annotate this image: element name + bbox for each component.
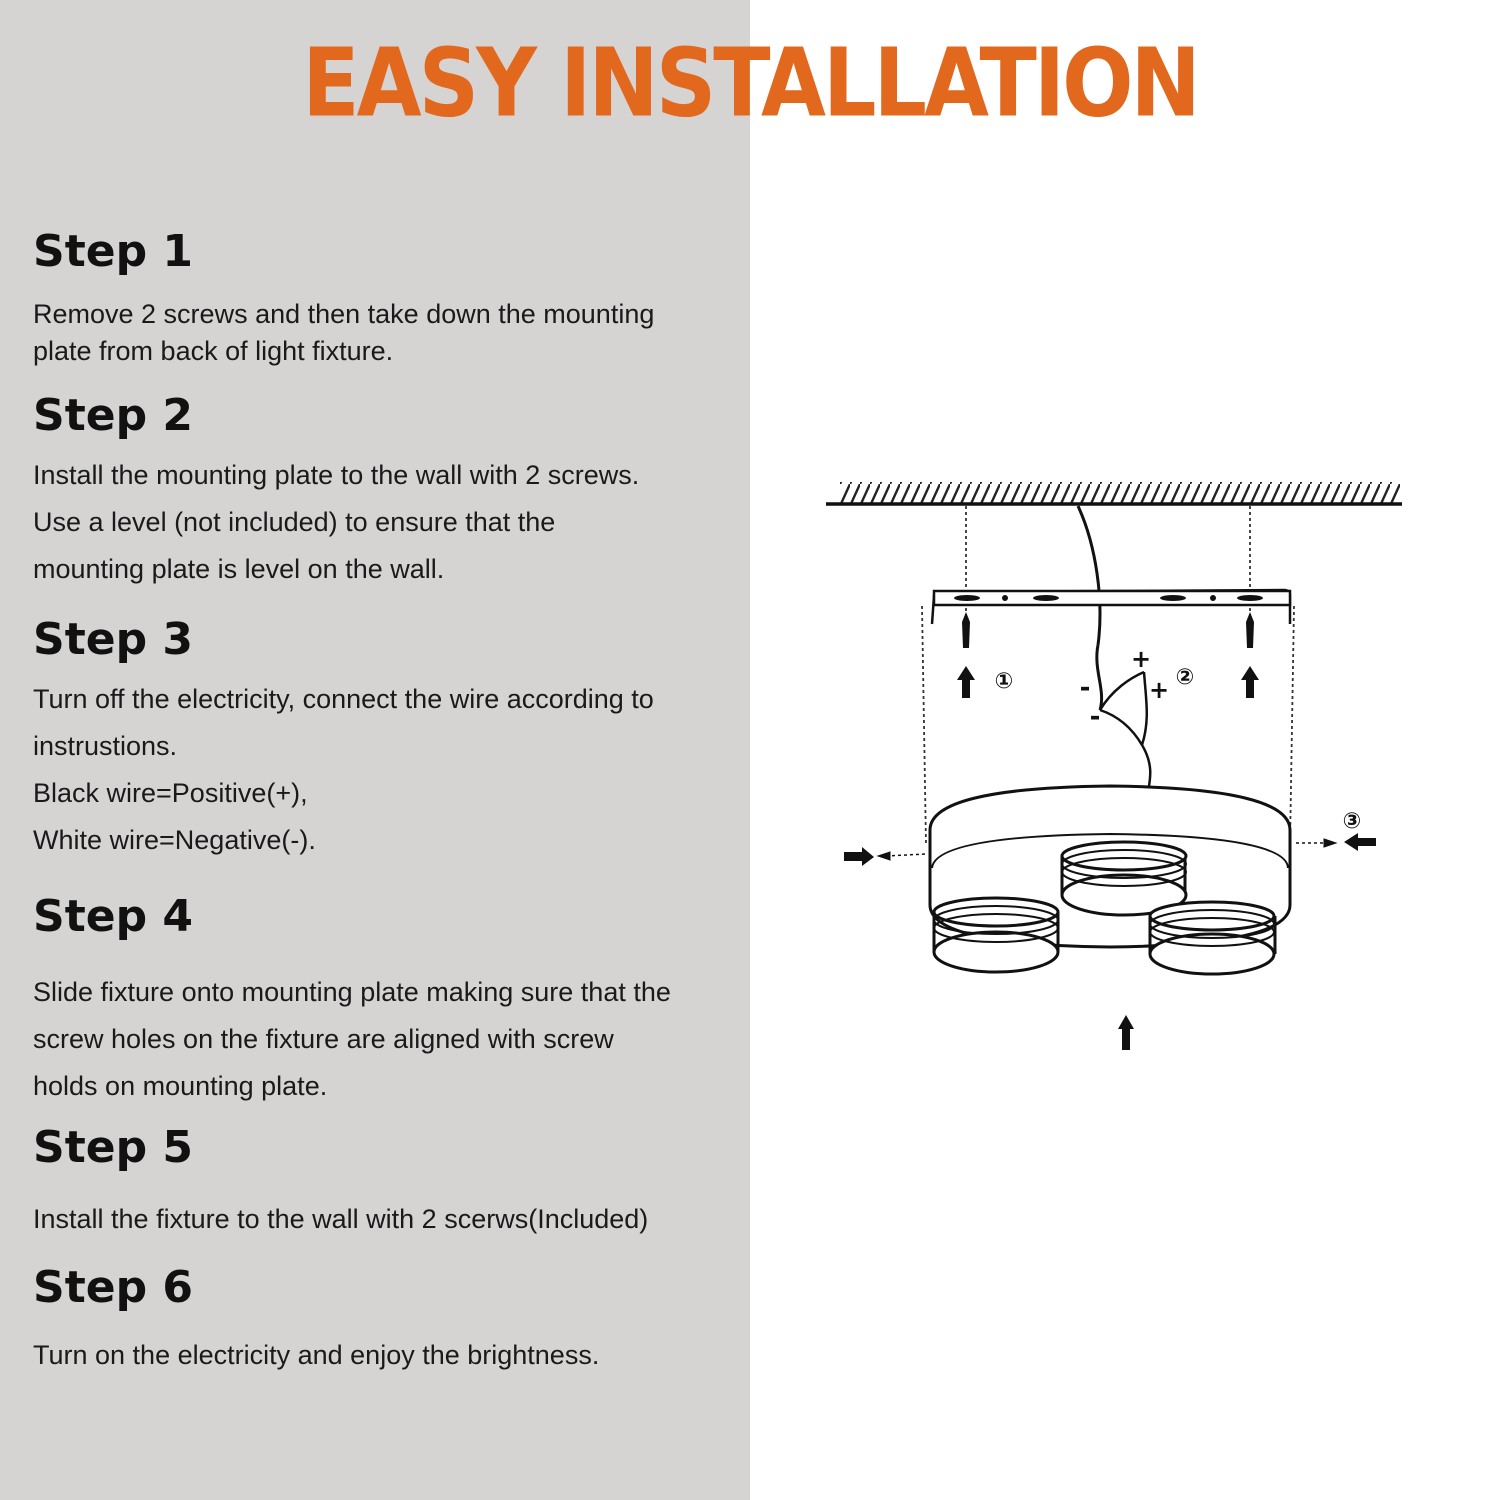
page-title: EASY INSTALLATION [302, 28, 1198, 138]
step-2 [33, 390, 748, 593]
step-3-heading: Step 3 [33, 614, 193, 665]
step-6-text: Turn on the electricity and enjoy the brightness. [33, 1340, 600, 1370]
step-4-text: Slide fixture onto mounting plate making sure that the screw holes on the fixture are aligned with screw holds on mounting plate. [33, 977, 671, 1101]
step-5 [33, 1122, 748, 1243]
marker-2-label: ② [1175, 665, 1195, 690]
positive-sign-label-2: + [1148, 676, 1170, 704]
negative-sign-label: - [1079, 673, 1091, 703]
step-1-heading: Step 1 [33, 226, 193, 277]
step-4-heading: Step 4 [33, 891, 193, 942]
step-5-heading: Step 5 [33, 1122, 193, 1173]
step-1 [33, 226, 748, 370]
right-arrow-icon [844, 847, 874, 866]
step-6-heading: Step 6 [33, 1262, 193, 1313]
negative-sign-label-2: - [1089, 702, 1101, 732]
marker-3-label: ③ [1342, 809, 1362, 834]
mounting-plate [932, 590, 1290, 624]
marker-1-label: ① [994, 669, 1014, 694]
installation-diagram [750, 0, 1500, 1500]
step-2-text: Install the mounting plate to the wall with 2 screws. Use a level (not included) to ensure that the mounting plate is level on the wall. [33, 460, 640, 584]
step-3-text: Turn off the electricity, connect the wire according to instrustions. Black wire=Positive(+), White wire=Negative(-). [33, 684, 654, 855]
screw-icon [962, 612, 1254, 648]
step-6 [33, 1262, 748, 1379]
step-1-text: Remove 2 screws and then take down the mounting plate from back of light fixture. [33, 299, 655, 366]
positive-sign-label: + [1130, 645, 1152, 673]
step-2-heading: Step 2 [33, 390, 193, 441]
wire-connection [1100, 672, 1150, 792]
step-3 [33, 614, 748, 864]
ceiling-line [826, 482, 1402, 504]
step-4 [33, 891, 748, 1110]
step-5-text: Install the fixture to the wall with 2 scerws(Included) [33, 1204, 649, 1234]
left-arrow-icon [1344, 833, 1376, 851]
